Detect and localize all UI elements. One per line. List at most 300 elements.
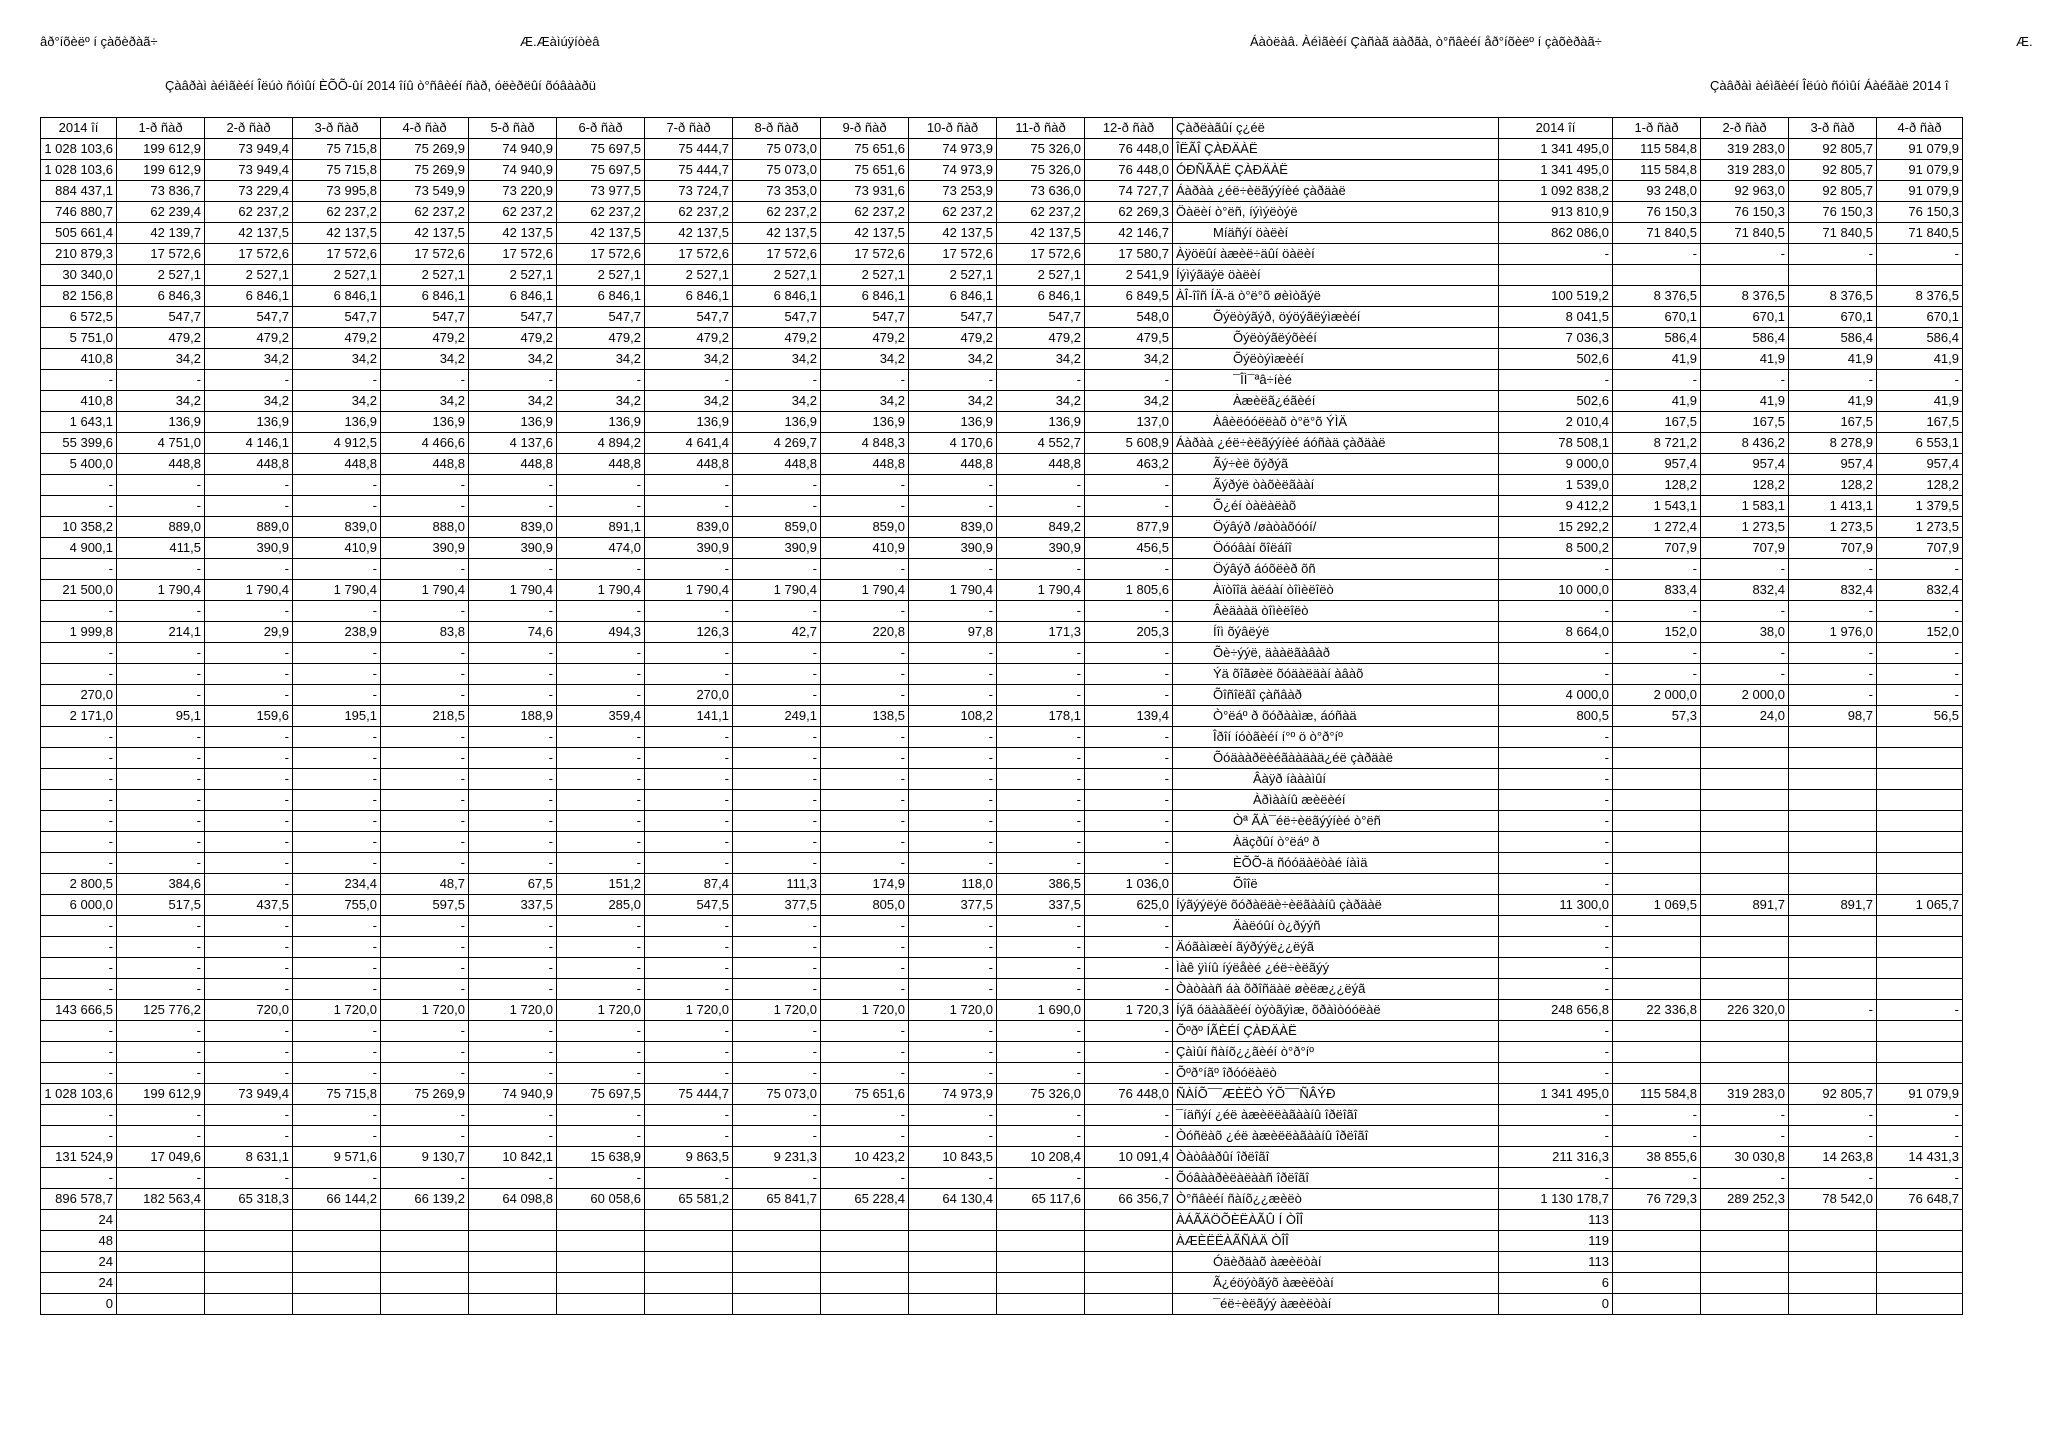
right-cell: 502,6: [1499, 391, 1613, 412]
left-cell: -: [1085, 811, 1173, 832]
right-cell: 91 079,9: [1877, 160, 1963, 181]
left-cell: 62 237,2: [733, 202, 821, 223]
left-cell: 73 949,4: [205, 139, 293, 160]
right-cell: [1701, 1273, 1789, 1294]
left-cell: -: [117, 1021, 205, 1042]
left-cell: [557, 1210, 645, 1231]
left-cell: -: [821, 1168, 909, 1189]
left-cell: -: [381, 664, 469, 685]
left-cell: 75 697,5: [557, 160, 645, 181]
item-label: Áàðàà ¿éë÷èëãýýíèé áóñàä çàðäàë: [1173, 433, 1499, 454]
item-label: Òóñëàõ ¿éë àæèëëàãààíû îðëîãî: [1173, 1126, 1499, 1147]
left-cell: -: [909, 601, 997, 622]
left-cell: 66 356,7: [1085, 1189, 1173, 1210]
left-cell: [205, 1252, 293, 1273]
left-cell: -: [997, 664, 1085, 685]
left-col-header: 4-ð ñàð: [381, 118, 469, 139]
left-cell: 34,2: [293, 391, 381, 412]
right-cell: 8 278,9: [1789, 433, 1877, 454]
left-cell: -: [557, 727, 645, 748]
left-cell: 891,1: [557, 517, 645, 538]
left-cell: -: [997, 958, 1085, 979]
left-cell: 66 139,2: [381, 1189, 469, 1210]
right-cell: [1877, 1021, 1963, 1042]
left-cell: 6 846,1: [821, 286, 909, 307]
left-cell: 6 846,1: [645, 286, 733, 307]
right-cell: 100 519,2: [1499, 286, 1613, 307]
right-cell: -: [1499, 811, 1613, 832]
item-label: Îðîí íóòãèéí í°º ö ò°ð°íº: [1173, 727, 1499, 748]
left-cell: -: [733, 916, 821, 937]
left-cell: [821, 1294, 909, 1315]
left-cell: -: [557, 664, 645, 685]
left-cell: 141,1: [645, 706, 733, 727]
right-cell: [1789, 832, 1877, 853]
table-row: [41, 1084, 1963, 1105]
left-cell: 34,2: [909, 391, 997, 412]
right-cell: -: [1499, 601, 1613, 622]
right-cell: 8 376,5: [1877, 286, 1963, 307]
left-cell: -: [469, 790, 557, 811]
right-cell: 167,5: [1789, 412, 1877, 433]
left-cell: -: [381, 1021, 469, 1042]
left-cell: -: [41, 643, 117, 664]
table-row: [41, 1105, 1963, 1126]
left-cell: 479,2: [469, 328, 557, 349]
right-cell: [1701, 1063, 1789, 1084]
right-cell: [1877, 979, 1963, 1000]
left-cell: 34,2: [469, 349, 557, 370]
right-cell: [1789, 811, 1877, 832]
left-cell: 62 237,2: [205, 202, 293, 223]
left-cell: 74 973,9: [909, 139, 997, 160]
left-cell: 2 527,1: [997, 265, 1085, 286]
left-cell: -: [733, 937, 821, 958]
left-cell: -: [909, 853, 997, 874]
left-cell: 410,9: [293, 538, 381, 559]
item-label: Çàìûí ñàíõ¿¿ãèéí ò°ð°íº: [1173, 1042, 1499, 1063]
item-label: Òàòâàðûí îðëîãî: [1173, 1147, 1499, 1168]
left-cell: 73 220,9: [469, 181, 557, 202]
left-cell: 437,5: [205, 895, 293, 916]
right-cell: -: [1789, 1105, 1877, 1126]
left-cell: 448,8: [997, 454, 1085, 475]
left-cell: 42 137,5: [205, 223, 293, 244]
right-cell: -: [1613, 643, 1701, 664]
left-cell: 4 146,1: [205, 433, 293, 454]
left-cell: -: [205, 475, 293, 496]
left-cell: [645, 1210, 733, 1231]
left-cell: 547,5: [645, 895, 733, 916]
left-cell: -: [733, 643, 821, 664]
left-cell: 65 841,7: [733, 1189, 821, 1210]
left-cell: -: [557, 1063, 645, 1084]
left-cell: -: [1085, 832, 1173, 853]
left-cell: -: [997, 559, 1085, 580]
left-cell: -: [117, 832, 205, 853]
left-cell: 1 790,4: [645, 580, 733, 601]
table-row: [41, 790, 1963, 811]
item-label: Âèäààä òîìèëîëò: [1173, 601, 1499, 622]
right-cell: 38,0: [1701, 622, 1789, 643]
left-col-header: 2014 îí: [41, 118, 117, 139]
left-cell: 1 790,4: [381, 580, 469, 601]
left-cell: 2 527,1: [469, 265, 557, 286]
table-row: [41, 895, 1963, 916]
right-cell: 11 300,0: [1499, 895, 1613, 916]
left-cell: [1085, 1294, 1173, 1315]
left-cell: -: [733, 496, 821, 517]
left-cell: -: [733, 853, 821, 874]
right-cell: 957,4: [1701, 454, 1789, 475]
left-cell: -: [205, 559, 293, 580]
left-cell: [909, 1210, 997, 1231]
left-cell: 75 697,5: [557, 139, 645, 160]
right-cell: -: [1613, 1105, 1701, 1126]
left-cell: 1 720,0: [821, 1000, 909, 1021]
left-cell: 479,2: [117, 328, 205, 349]
right-cell: [1613, 874, 1701, 895]
left-cell: 1 790,4: [821, 580, 909, 601]
table-row: [41, 1063, 1963, 1084]
left-cell: 42 137,5: [997, 223, 1085, 244]
table-row: [41, 1000, 1963, 1021]
left-cell: 2 171,0: [41, 706, 117, 727]
left-cell: 234,4: [293, 874, 381, 895]
item-label: Õºð°íãº îðóóëàëò: [1173, 1063, 1499, 1084]
left-cell: 17 572,6: [117, 244, 205, 265]
left-cell: 17 049,6: [117, 1147, 205, 1168]
left-cell: -: [205, 685, 293, 706]
left-cell: [645, 1294, 733, 1315]
left-cell: 34,2: [381, 391, 469, 412]
right-cell: [1877, 1210, 1963, 1231]
left-cell: -: [557, 748, 645, 769]
left-cell: -: [557, 811, 645, 832]
right-cell: -: [1701, 370, 1789, 391]
right-cell: 152,0: [1613, 622, 1701, 643]
left-cell: -: [909, 496, 997, 517]
right-cell: [1789, 853, 1877, 874]
right-cell: [1613, 1063, 1701, 1084]
left-cell: 75 715,8: [293, 139, 381, 160]
left-cell: 448,8: [557, 454, 645, 475]
left-cell: -: [997, 853, 1085, 874]
right-cell: 41,9: [1613, 391, 1701, 412]
left-cell: 95,1: [117, 706, 205, 727]
left-cell: -: [645, 370, 733, 391]
left-cell: 21 500,0: [41, 580, 117, 601]
left-cell: -: [117, 916, 205, 937]
left-cell: -: [557, 496, 645, 517]
left-cell: -: [41, 664, 117, 685]
left-cell: -: [909, 811, 997, 832]
left-cell: 249,1: [733, 706, 821, 727]
left-cell: 75 651,6: [821, 1084, 909, 1105]
left-cell: -: [821, 1063, 909, 1084]
right-cell: [1701, 1210, 1789, 1231]
left-cell: 10 358,2: [41, 517, 117, 538]
right-cell: [1701, 1294, 1789, 1315]
left-cell: 839,0: [293, 517, 381, 538]
table-row: [41, 1294, 1963, 1315]
right-cell: -: [1877, 559, 1963, 580]
left-cell: 34,2: [997, 349, 1085, 370]
left-cell: 62 239,4: [117, 202, 205, 223]
left-col-header: 9-ð ñàð: [821, 118, 909, 139]
table-row: [41, 916, 1963, 937]
right-cell: 586,4: [1789, 328, 1877, 349]
right-cell: 1 976,0: [1789, 622, 1877, 643]
left-cell: 151,2: [557, 874, 645, 895]
right-cell: 9 412,2: [1499, 496, 1613, 517]
right-cell: [1789, 979, 1877, 1000]
right-cell: 22 336,8: [1613, 1000, 1701, 1021]
right-cell: [1877, 874, 1963, 895]
right-cell: -: [1877, 685, 1963, 706]
left-cell: -: [381, 853, 469, 874]
left-cell: 479,2: [733, 328, 821, 349]
right-cell: -: [1499, 1021, 1613, 1042]
left-cell: -: [293, 769, 381, 790]
left-cell: -: [733, 1105, 821, 1126]
right-cell: [1701, 748, 1789, 769]
left-cell: -: [1085, 559, 1173, 580]
right-cell: 862 086,0: [1499, 223, 1613, 244]
right-cell: -: [1789, 1000, 1877, 1021]
left-cell: [821, 1273, 909, 1294]
left-cell: 65 228,4: [821, 1189, 909, 1210]
right-cell: -: [1877, 601, 1963, 622]
right-cell: 92 805,7: [1789, 1084, 1877, 1105]
left-cell: 505 661,4: [41, 223, 117, 244]
left-cell: -: [557, 937, 645, 958]
right-cell: 6 553,1: [1877, 433, 1963, 454]
right-cell: 1 273,5: [1789, 517, 1877, 538]
left-cell: -: [117, 370, 205, 391]
left-cell: 34,2: [469, 391, 557, 412]
left-cell: -: [733, 559, 821, 580]
right-cell: 41,9: [1613, 349, 1701, 370]
left-cell: -: [205, 853, 293, 874]
left-cell: 1 028 103,6: [41, 160, 117, 181]
right-cell: [1701, 958, 1789, 979]
right-cell: 832,4: [1701, 580, 1789, 601]
left-cell: -: [997, 1063, 1085, 1084]
left-cell: 359,4: [557, 706, 645, 727]
left-cell: 4 170,6: [909, 433, 997, 454]
table-row: [41, 307, 1963, 328]
left-cell: -: [41, 853, 117, 874]
right-cell: -: [1701, 1126, 1789, 1147]
left-col-header: 5-ð ñàð: [469, 118, 557, 139]
left-cell: 97,8: [909, 622, 997, 643]
left-cell: [909, 1294, 997, 1315]
left-cell: [117, 1294, 205, 1315]
left-cell: -: [997, 1021, 1085, 1042]
right-cell: -: [1499, 1063, 1613, 1084]
left-cell: 24: [41, 1252, 117, 1273]
right-cell: 586,4: [1877, 328, 1963, 349]
left-cell: 1 805,6: [1085, 580, 1173, 601]
left-cell: -: [117, 496, 205, 517]
left-cell: 390,9: [645, 538, 733, 559]
left-cell: 42 137,5: [557, 223, 645, 244]
left-cell: 199 612,9: [117, 1084, 205, 1105]
table-row: [41, 433, 1963, 454]
left-cell: [117, 1210, 205, 1231]
right-cell: 57,3: [1613, 706, 1701, 727]
table-row: [41, 748, 1963, 769]
left-cell: 42,7: [733, 622, 821, 643]
left-cell: 1 790,4: [205, 580, 293, 601]
left-cell: [293, 1231, 381, 1252]
left-cell: 877,9: [1085, 517, 1173, 538]
right-cell: 833,4: [1613, 580, 1701, 601]
item-label: ÓÐÑÃÀË ÇÀÐÄÀË: [1173, 160, 1499, 181]
right-cell: -: [1701, 664, 1789, 685]
right-cell: 2 010,4: [1499, 412, 1613, 433]
right-cell: 78 542,0: [1789, 1189, 1877, 1210]
right-cell: [1877, 1294, 1963, 1315]
left-cell: -: [293, 559, 381, 580]
left-cell: 390,9: [469, 538, 557, 559]
left-cell: 136,9: [821, 412, 909, 433]
right-cell: [1701, 811, 1789, 832]
left-cell: 75 073,0: [733, 139, 821, 160]
left-cell: -: [469, 475, 557, 496]
right-cell: 167,5: [1613, 412, 1701, 433]
left-cell: 6 846,3: [117, 286, 205, 307]
left-cell: -: [293, 1105, 381, 1126]
left-cell: 5 751,0: [41, 328, 117, 349]
left-cell: 17 572,6: [909, 244, 997, 265]
left-cell: [293, 1294, 381, 1315]
left-cell: [645, 1231, 733, 1252]
left-cell: -: [557, 601, 645, 622]
left-cell: 479,5: [1085, 328, 1173, 349]
left-cell: 479,2: [997, 328, 1085, 349]
left-cell: 75 444,7: [645, 1084, 733, 1105]
left-cell: -: [381, 370, 469, 391]
right-cell: -: [1877, 244, 1963, 265]
left-cell: 547,7: [381, 307, 469, 328]
right-cell: -: [1613, 601, 1701, 622]
left-cell: 720,0: [205, 1000, 293, 1021]
left-cell: 159,6: [205, 706, 293, 727]
left-cell: 285,0: [557, 895, 645, 916]
right-cell: 115 584,8: [1613, 160, 1701, 181]
right-cell: [1789, 1294, 1877, 1315]
right-cell: [1613, 958, 1701, 979]
left-cell: 547,7: [997, 307, 1085, 328]
left-cell: 1 790,4: [733, 580, 821, 601]
left-cell: -: [381, 559, 469, 580]
left-cell: 2 527,1: [909, 265, 997, 286]
right-cell: -: [1877, 1105, 1963, 1126]
right-cell: -: [1877, 664, 1963, 685]
left-cell: 1 720,0: [733, 1000, 821, 1021]
left-cell: 126,3: [645, 622, 733, 643]
item-label: Õýëòýãýð, öýöýãëýìæèéí: [1173, 307, 1499, 328]
left-cell: 143 666,5: [41, 1000, 117, 1021]
left-cell: 10 423,2: [821, 1147, 909, 1168]
left-cell: -: [469, 769, 557, 790]
left-cell: -: [41, 1042, 117, 1063]
left-col-header: 11-ð ñàð: [997, 118, 1085, 139]
item-label: ÀÎ-îîñ ÍÄ-ä ò°ë°õ øèìòãýë: [1173, 286, 1499, 307]
left-cell: 10 843,5: [909, 1147, 997, 1168]
left-cell: 42 137,5: [821, 223, 909, 244]
left-cell: 547,7: [205, 307, 293, 328]
left-cell: -: [469, 496, 557, 517]
table-row: [41, 517, 1963, 538]
left-cell: 456,5: [1085, 538, 1173, 559]
left-cell: -: [1085, 937, 1173, 958]
table-row: [41, 1189, 1963, 1210]
left-cell: 238,9: [293, 622, 381, 643]
approve-right: Áàòëàâ. Àéìãèéí Çàñàã äàðãà, ò°ñâèéí åð°íõèëº í çàõèðàã÷: [1250, 34, 1602, 49]
left-cell: -: [909, 1063, 997, 1084]
left-cell: 73 229,4: [205, 181, 293, 202]
left-cell: 448,8: [117, 454, 205, 475]
right-cell: 76 150,3: [1789, 202, 1877, 223]
right-cell: -: [1613, 1168, 1701, 1189]
item-label: Õîîë: [1173, 874, 1499, 895]
right-cell: 24,0: [1701, 706, 1789, 727]
left-cell: -: [909, 979, 997, 1000]
left-cell: 4 912,5: [293, 433, 381, 454]
left-col-header: 8-ð ñàð: [733, 118, 821, 139]
left-cell: [733, 1231, 821, 1252]
table-row: [41, 601, 1963, 622]
left-cell: 74 940,9: [469, 160, 557, 181]
right-cell: 8 041,5: [1499, 307, 1613, 328]
left-cell: -: [117, 1063, 205, 1084]
right-cell: 9 000,0: [1499, 454, 1613, 475]
item-label: Óäèðäàõ àæèëòàí: [1173, 1252, 1499, 1273]
item-label: ÀÆÈËËÀÃÑÀÄ ÒÎÎ: [1173, 1231, 1499, 1252]
left-cell: -: [469, 853, 557, 874]
right-cell: 1 583,1: [1701, 496, 1789, 517]
left-cell: [1085, 1231, 1173, 1252]
right-cell: 14 431,3: [1877, 1147, 1963, 1168]
right-cell: -: [1701, 1168, 1789, 1189]
right-cell: [1877, 265, 1963, 286]
right-cell: 1 273,5: [1877, 517, 1963, 538]
left-cell: -: [997, 769, 1085, 790]
left-cell: -: [293, 811, 381, 832]
left-cell: 75 715,8: [293, 1084, 381, 1105]
right-cell: 1 065,7: [1877, 895, 1963, 916]
left-cell: -: [1085, 370, 1173, 391]
left-cell: 62 237,2: [469, 202, 557, 223]
left-cell: 34,2: [205, 349, 293, 370]
right-cell: [1789, 727, 1877, 748]
left-cell: -: [469, 559, 557, 580]
right-cell: [1877, 811, 1963, 832]
left-cell: 859,0: [821, 517, 909, 538]
left-cell: -: [645, 832, 733, 853]
left-cell: -: [205, 958, 293, 979]
left-cell: 386,5: [997, 874, 1085, 895]
left-cell: [909, 1231, 997, 1252]
left-cell: [381, 1252, 469, 1273]
right-cell: -: [1789, 685, 1877, 706]
left-cell: 30 340,0: [41, 265, 117, 286]
left-cell: 17 572,6: [821, 244, 909, 265]
left-cell: 74 973,9: [909, 1084, 997, 1105]
